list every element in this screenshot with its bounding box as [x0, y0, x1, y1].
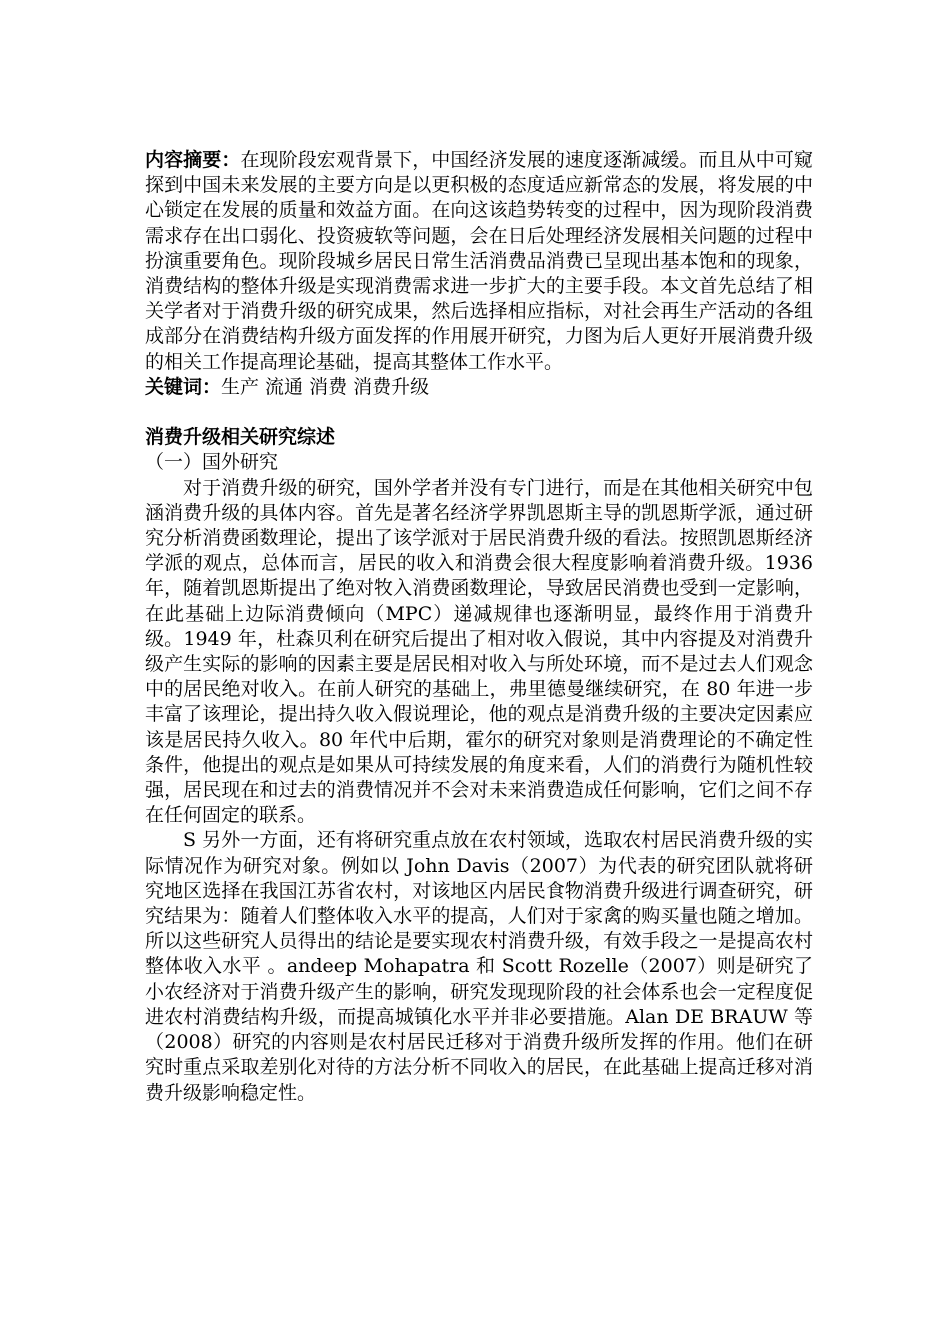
spacer	[145, 400, 813, 425]
keywords-text: 生产 流通 消费 消费升级	[221, 375, 430, 398]
abstract-paragraph	[145, 148, 813, 375]
keywords-line	[145, 375, 813, 400]
document-body	[145, 148, 813, 1106]
body-paragraph: 对于消费升级的研究，国外学者并没有专门进行，而是在其他相关研究中包涵消费升级的具体内容。首先是著名经济学界凯恩斯主导的凯恩斯学派，通过研究分析消费函数理论，提出了该学派对于居民消费升级的看法。按照凯恩斯经济学派的观点，总体而言，居民的收入和消费会很大程度影响着消费升级。1936 年，随着凯恩斯提出了绝对牧入消费函数理论，导致居民消费也受到一定影响，在此基础上边际消费倾向（MPC）递减规律也逐渐明显，最终作用于消费升级。1949 年，杜森贝利在研究后提出了相对收入假说，其中内容提及对消费升级产生实际的影响的因素主要是居民相对收入与所处环境，而不是过去人们观念中的居民绝对收入。在前人研究的基础上，弗里德曼继续研究，在 80 年进一步丰富了该理论，提出持久收入假说理论，他的观点是消费升级的主要决定因素应该是居民持久收入。80 年代中后期，霍尔的研究对象则是消费理论的不确定性条件，他提出的观点是如果从可持续发展的角度来看，人们的消费行为随机性较强，居民现在和过去的消费情况并不会对未来消费造成任何影响，它们之间不存在任何固定的联系。	[145, 476, 813, 827]
body-paragraph: S 另外一方面，还有将研究重点放在农村领域，选取农村居民消费升级的实际情况作为研究对象。例如以 John Davis（2007）为代表的研究团队就将研究地区选择在我国江苏省农村，对该地区内居民食物消费升级进行调查研究，研究结果为：随着人们整体收入水平的提高，人们对于家禽的购买量也随之增加。所以这些研究人员得出的结论是要实现农村消费升级，有效手段之一是提高农村整体收入水平 。andeep Mohapatra 和 Scott Rozelle（2007）则是研究了小农经济对于消费升级产生的影响，研究发现现阶段的社会体系也会一定程度促进农村消费结构升级，而提高城镇化水平并非必要措施。Alan DE BRAUW 等（2008）研究的内容则是农村居民迁移对于消费升级所发挥的作用。他们在研究时重点采取差别化对待的方法分析不同收入的居民，在此基础上提高迁移对消费升级影响稳定性。	[145, 829, 813, 1104]
section-title: 消费升级相关研究综述	[145, 426, 336, 449]
abstract-label: 内容摘要：	[145, 149, 241, 171]
abstract-text: 在现阶段宏观背景下，中国经济发展的速度逐渐减缓。而且从中可窥探到中国未来发展的主要方向是以更积极的态度适应新常态的发展，将发展的中心锁定在发展的质量和效益方面。在向这该趋势转变的过程中，因为现阶段消费需求存在出口弱化、投资疲软等问题，会在日后处理经济发展相关问题的过程中扮演重要角色。现阶段城乡居民日常生活消费品消费已呈现出基本饱和的现象，消费结构的整体升级是实现消费需求进一步扩大的主要手段。本文首先总结了相关学者对于消费升级的研究成果，然后选择相应指标，对社会再生产活动的各组成部分在消费结构升级方面发挥的作用展开研究，力图为后人更好开展消费升级的相关工作提高理论基础，提高其整体工作水平。	[145, 149, 813, 373]
keywords-label: 关键词：	[145, 375, 222, 398]
subsection-title: （一）国外研究	[145, 451, 279, 474]
